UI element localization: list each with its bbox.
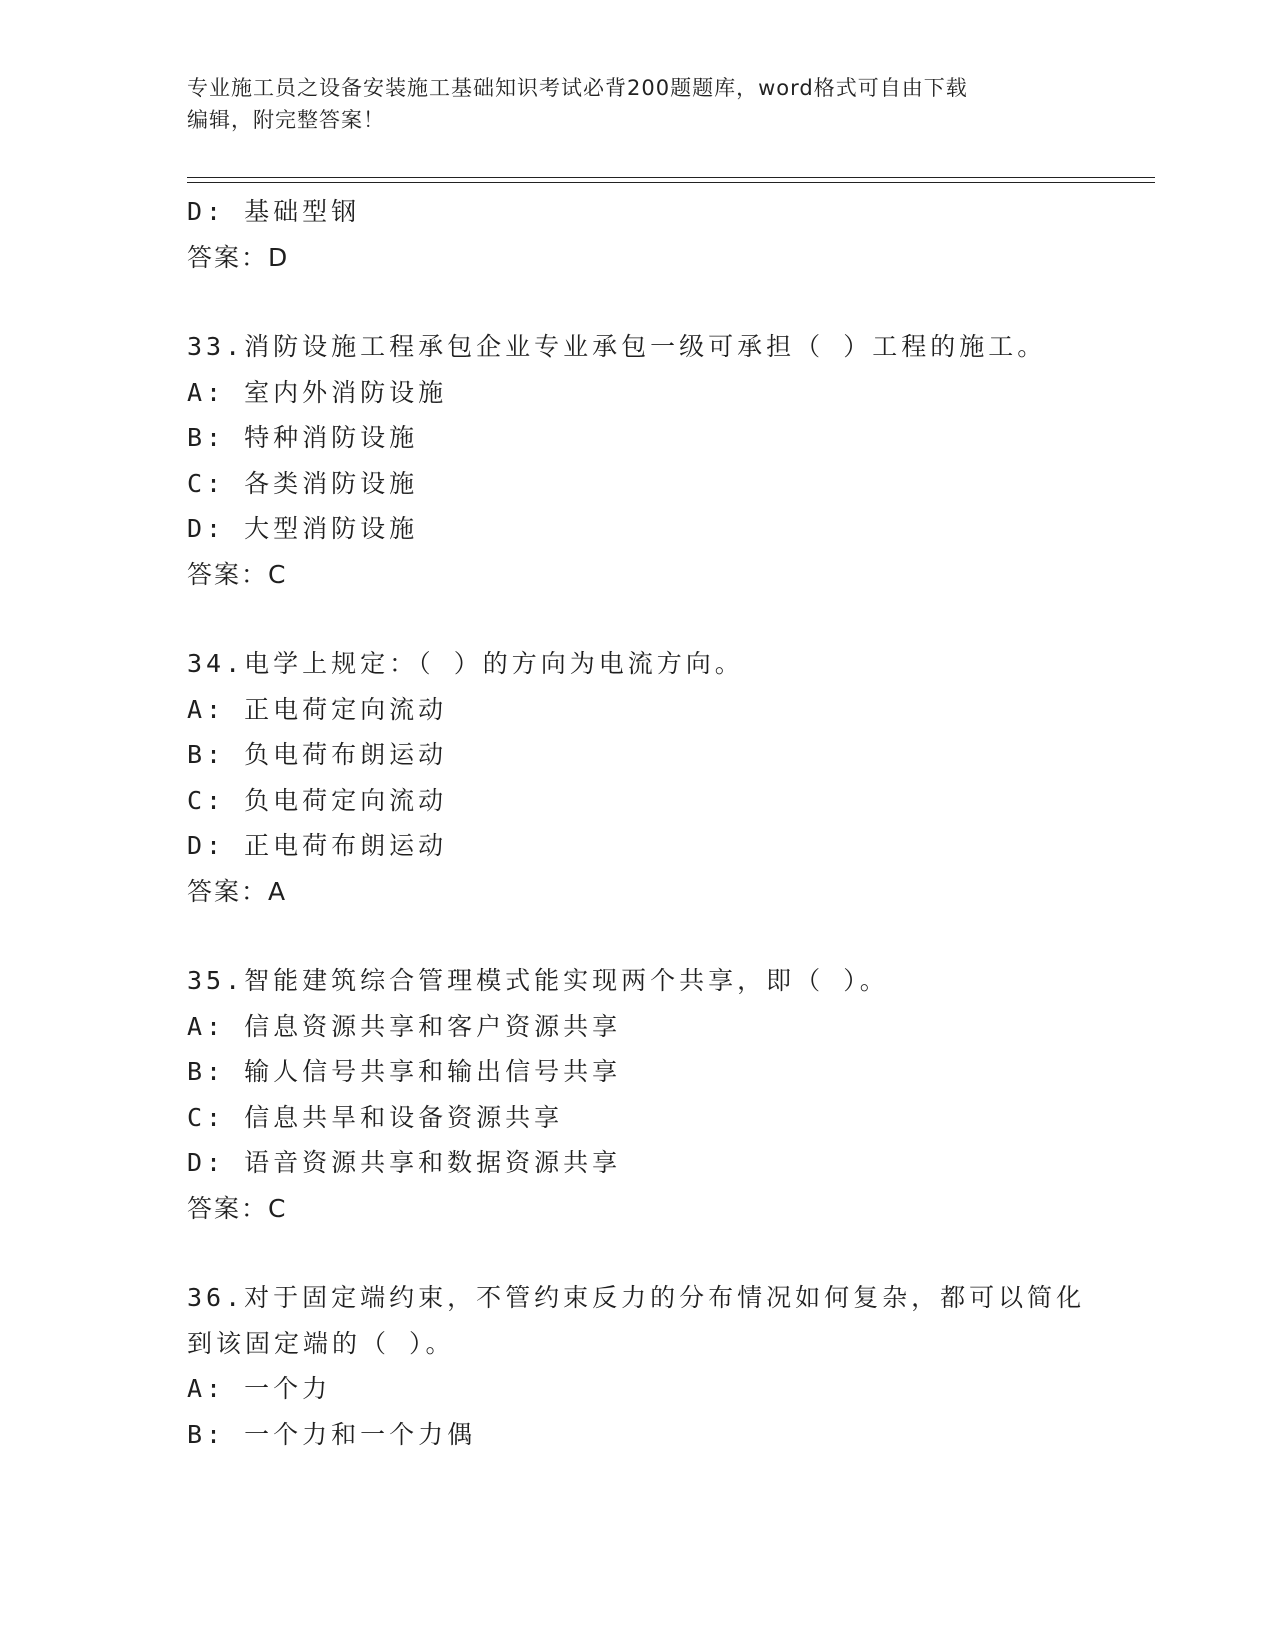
prev-answer: 答案：D [187,242,290,272]
option-a: A: 一个力 [187,1374,332,1403]
question-stem-continued: 到该固定端的（ ）。 [187,1328,455,1358]
question-35 [187,958,1155,1231]
question-stem: 36.对于固定端约束，不管约束反力的分布情况如何复杂，都可以简化 [187,1283,1086,1312]
option-a: A: 室内外消防设施 [187,377,448,407]
question-stem: 34.电学上规定：（ ）的方向为电流方向。 [187,649,744,678]
option-d: D: 语音资源共享和数据资源共享 [187,1148,622,1177]
header-line-1: 专业施工员之设备安装施工基础知识考试必背200题题库，word格式可自由下载 [187,76,968,100]
document-header [187,72,1087,136]
question-stem: 33.消防设施工程承包企业专业承包一级可承担（ ）工程的施工。 [187,332,1047,361]
spacer [187,597,1155,641]
answer: 答案：A [187,876,288,906]
spacer [187,280,1155,324]
option-b: B: 输人信号共享和输出信号共享 [187,1057,622,1086]
question-34 [187,641,1155,914]
option-a: A: 正电荷定向流动 [187,694,448,724]
option-c: C: 各类消防设施 [187,468,419,498]
spacer [187,1231,1155,1275]
question-stem: 35.智能建筑综合管理模式能实现两个共享，即（ ）。 [187,966,889,995]
option-b: B: 特种消防设施 [187,423,419,452]
question-33 [187,324,1155,597]
option-a: A: 信息资源共享和客户资源共享 [187,1011,622,1041]
header-line-2: 编辑，附完整答案！ [187,108,385,132]
option-d: D: 正电荷布朗运动 [187,831,448,860]
option-c: C: 信息共旱和设备资源共享 [187,1102,564,1132]
header-rule-top [187,177,1155,178]
option-b: B: 负电荷布朗运动 [187,740,448,769]
answer: 答案：C [187,559,288,589]
option-d: D: 大型消防设施 [187,514,419,543]
spacer [187,914,1155,958]
question-36 [187,1275,1155,1457]
option-c: C: 负电荷定向流动 [187,785,448,815]
prev-option-d: D: 基础型钢 [187,197,361,226]
question-list [187,189,1155,1457]
option-b: B: 一个力和一个力偶 [187,1419,477,1449]
header-rule-bottom [187,182,1155,183]
answer: 答案：C [187,1193,288,1223]
